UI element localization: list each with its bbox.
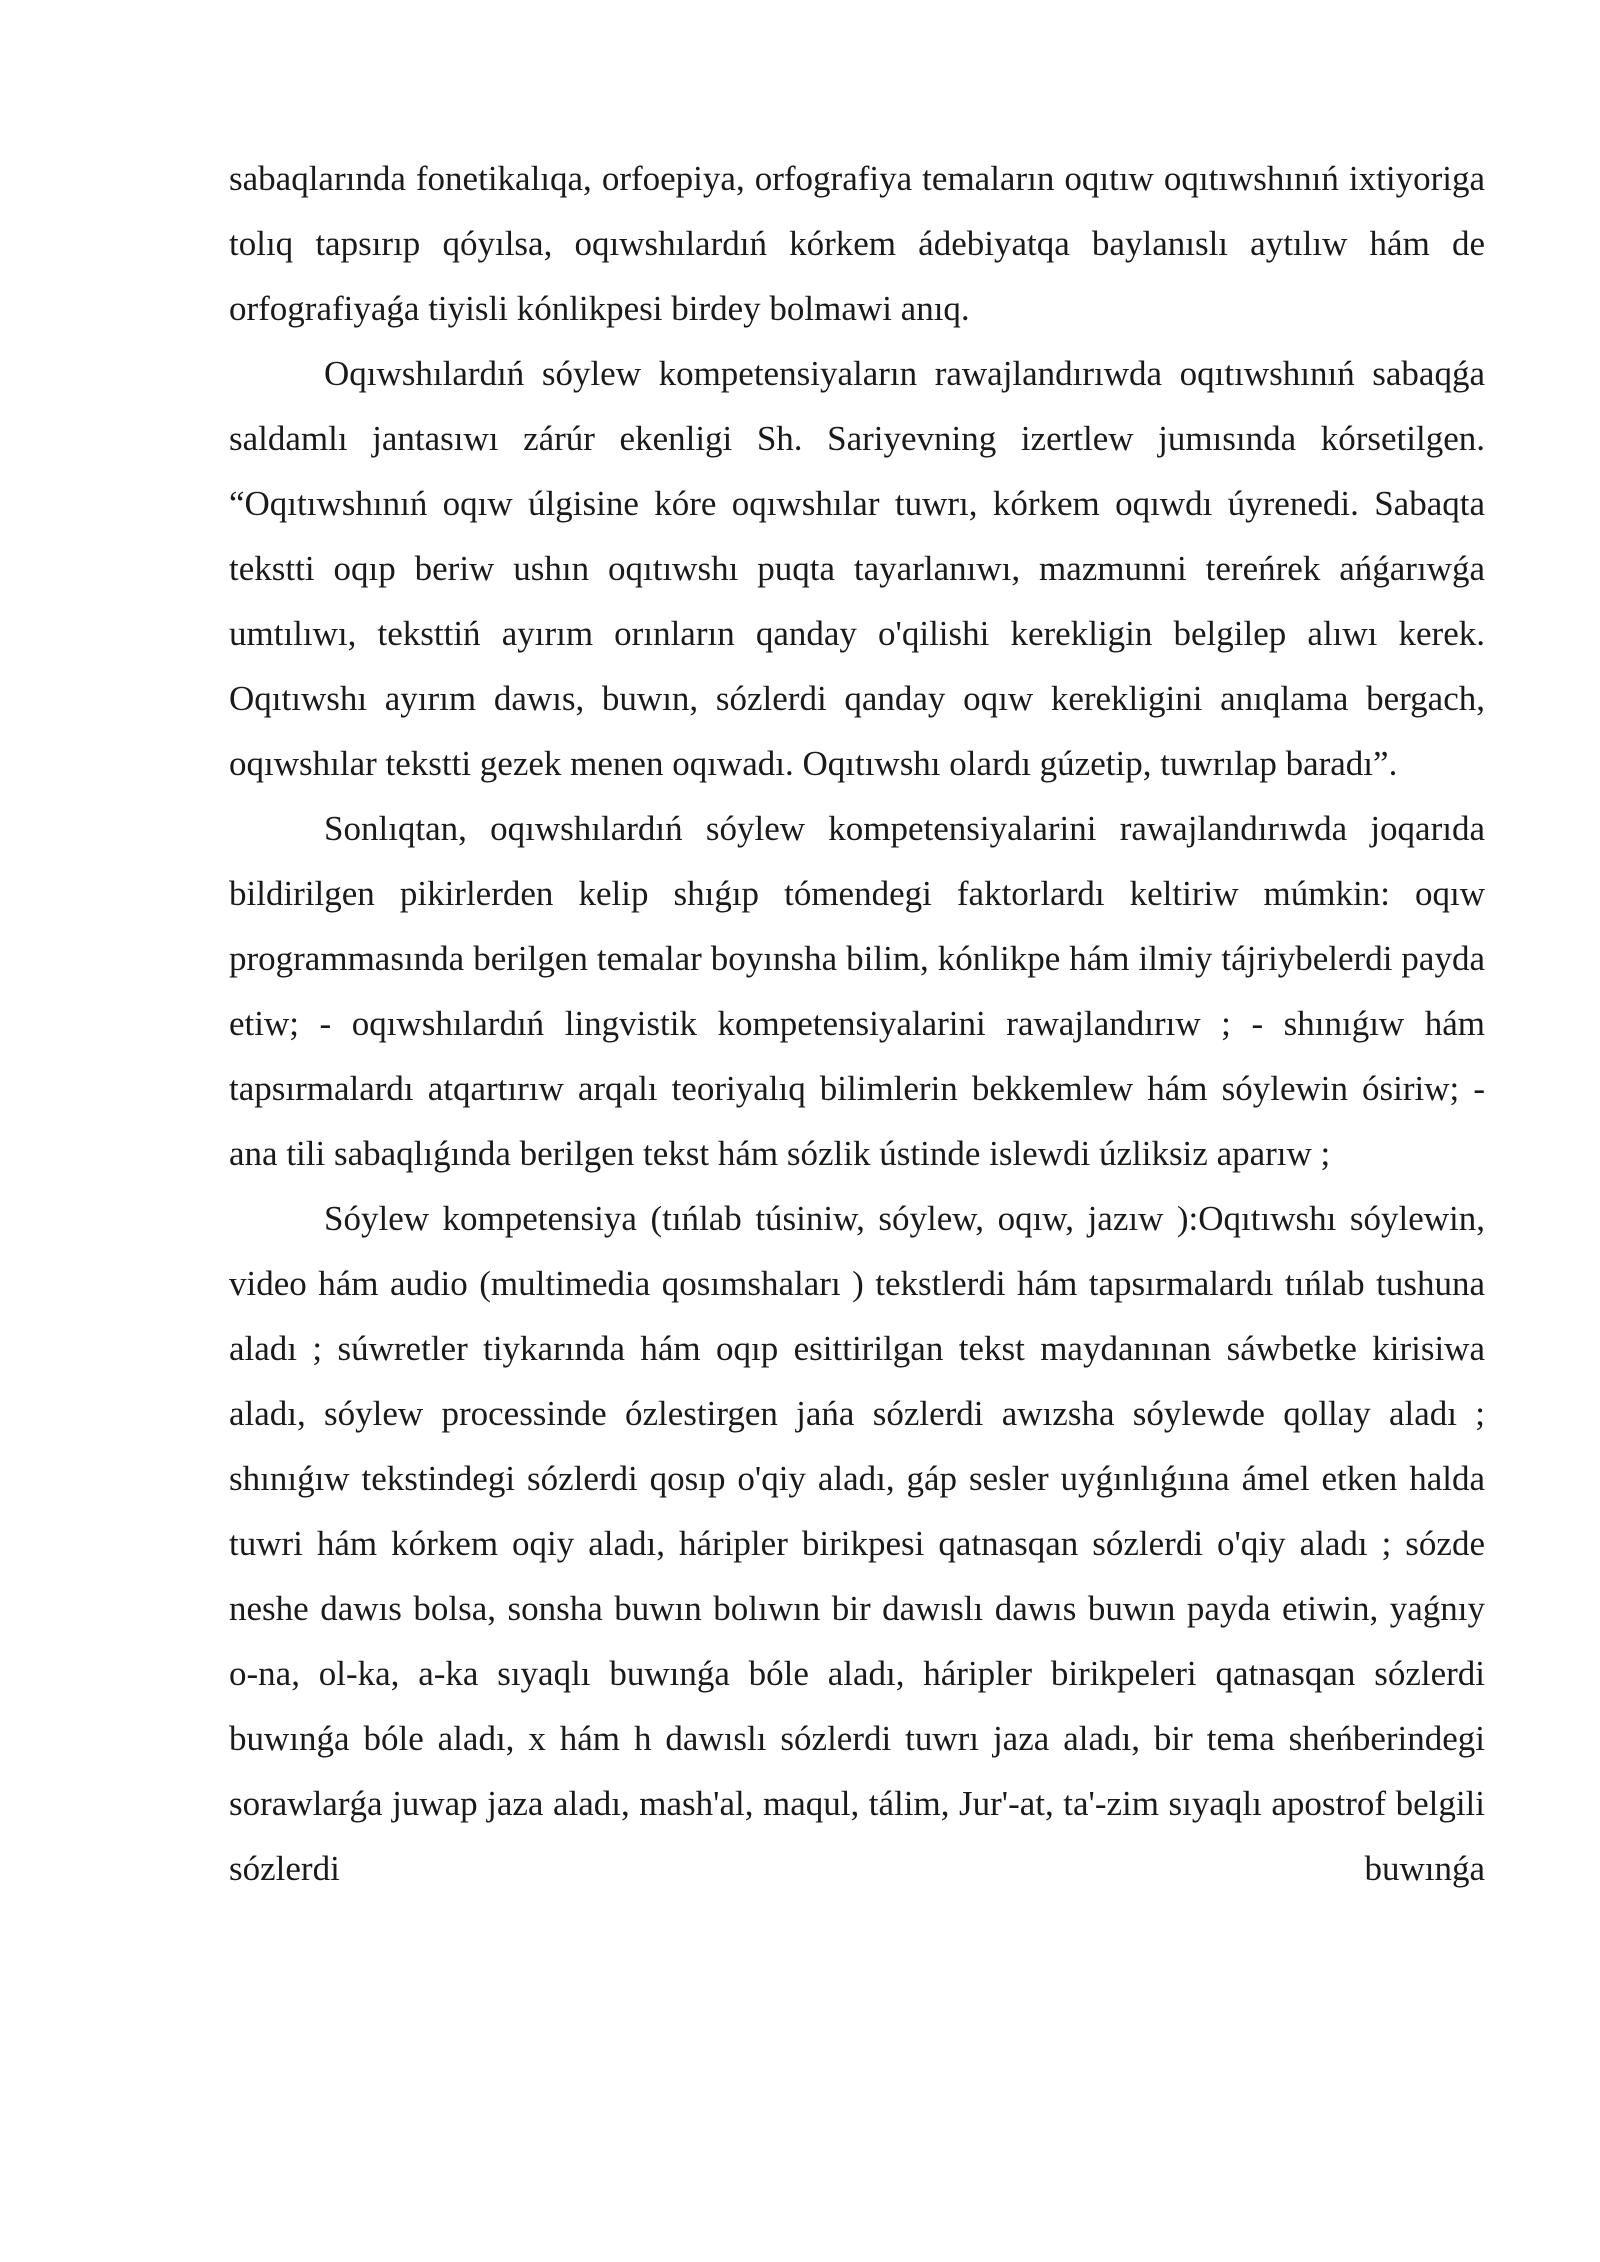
paragraph-1: sabaqlarında fonetikalıqa, orfoepiya, orfografiya temaların oqıtıw oqıtıwshınıń ixtiyoriga tolıq tapsırıp qóyılsa, oqıwshılardıń kórkem ádebiyatqa baylanıslı aytılıw hám de orfografiyaǵa tiyisli kónlikpesi birdey bolmawi anıq.	[229, 159, 1485, 328]
document-body	[229, 146, 1485, 1901]
paragraph-4: Sóylew kompetensiya (tıńlab túsiniw, sóylew, oqıw, jazıw ):Oqıtıwshı sóylewin, video hám audio (multimedia qosımshaları ) tekstlerdi hám tapsırmalardı tıńlab tushuna aladı ; súwretler tiykarında hám oqıp esittirilgan tekst maydanınan sáwbetke kirisiwa aladı, sóylew processinde ózlestirgen jańa sózlerdi awızsha sóylewde qollay aladı ; shınıǵıw tekstindegi sózlerdi qosıp o'qiy aladı, gáp sesler uyǵınlıǵıına ámel etken halda tuwri hám kórkem oqiy aladı, háripler birikpesi qatnasqan sózlerdi o'qiy aladı ; sózde neshe dawıs bolsa, sonsha buwın bolıwın bir dawıslı dawıs buwın payda etiwin, yaǵnıy o-na, ol-ka, a-ka sıyaqlı buwınǵa bóle aladı, háripler birikpeleri qatnasqan sózlerdi buwınǵa bóle aladı, x hám h dawıslı sózlerdi tuwrı jaza aladı, bir tema sheńberindegi sorawlarǵa juwap jaza aladı, mash'al, maqul, tálim, Jur'-at, ta'-zim sıyaqlı apostrof belgili sózlerdi buwınǵa	[229, 1199, 1485, 1888]
paragraph-3: Sonlıqtan, oqıwshılardıń sóylew kompetensiyalarini rawajlandırıwda joqarıda bildirilgen pikirlerden kelip shıǵıp tómendegi faktorlardı keltiriw múmkin: oqıw programmasında berilgen temalar boyınsha bilim, kónlikpe hám ilmiy tájriybelerdi payda etiw; - oqıwshılardıń lingvistik kompetensiyalarini rawajlandırıw ; - shınıǵıw hám tapsırmalardı atqartırıw arqalı teoriyalıq bilimlerin bekkemlew hám sóylewin ósiriw; - ana tili sabaqlıǵında berilgen tekst hám sózlik ústinde islewdi úzliksiz aparıw ;	[229, 809, 1485, 1173]
paragraph-2: Oqıwshılardıń sóylew kompetensiyaların rawajlandırıwda oqıtıwshınıń sabaqǵa saldamlı jantasıwı zárúr ekenligi Sh. Sariyevning izertlew jumısında kórsetilgen. “Oqıtıwshınıń oqıw úlgisine kóre oqıwshılar tuwrı, kórkem oqıwdı úyrenedi. Sabaqta tekstti oqıp beriw ushın oqıtıwshı puqta tayarlanıwı, mazmunni tereńrek ańǵarıwǵa umtılıwı, teksttiń ayırım orınların qanday o'qilishi kerekligin belgilep alıwı kerek. Oqıtıwshı ayırım dawıs, buwın, sózlerdi qanday oqıw kerekligini anıqlama bergach, oqıwshılar tekstti gezek menen oqıwadı. Oqıtıwshı olardı gúzetip, tuwrılap baradı”.	[229, 354, 1485, 783]
